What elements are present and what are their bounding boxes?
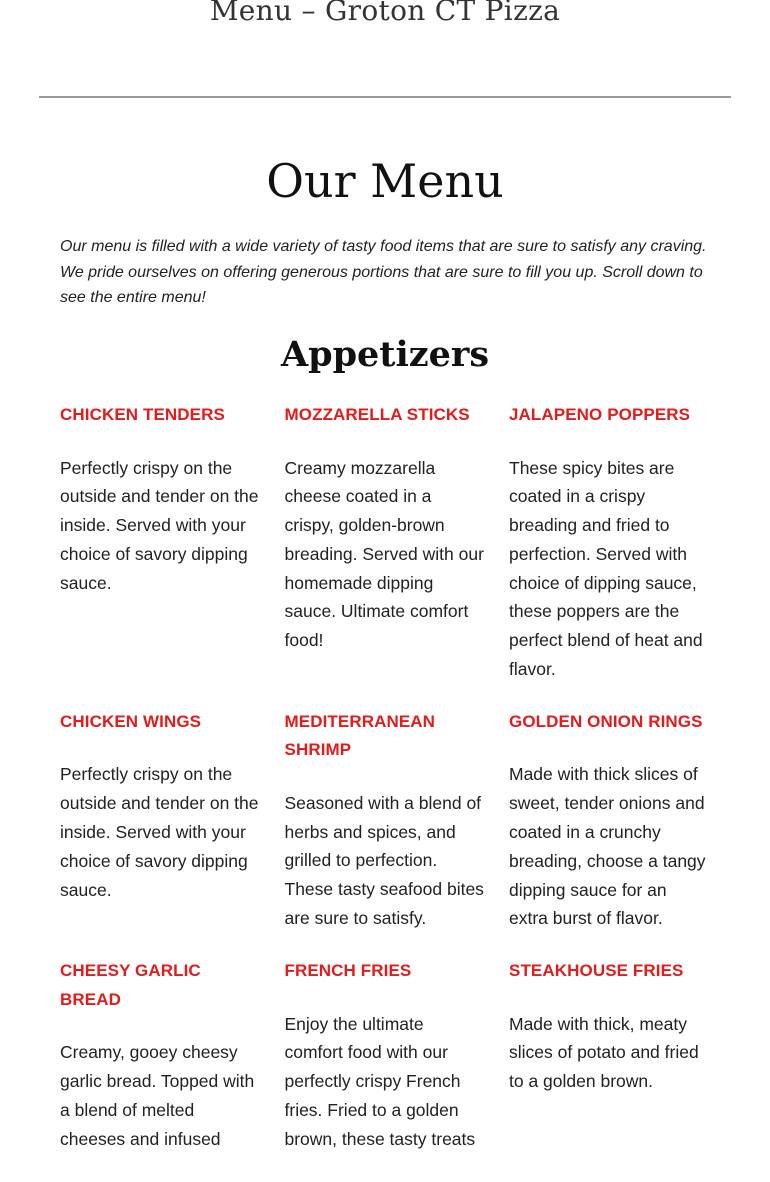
appetizers-grid bbox=[60, 401, 710, 1154]
menu-intro: Our menu is filled with a wide variety of tasty food items that are sure to satisfy any craving. We pride ourselves on offering generous portions that are sure to fill you up. Scroll down to see the entire menu! bbox=[60, 238, 707, 307]
menu-item-name: MEDITERRANEAN SHRIMP bbox=[284, 711, 436, 760]
menu-item bbox=[285, 957, 485, 1153]
menu-heading: Our Menu bbox=[266, 154, 504, 208]
menu-item-name: CHICKEN TENDERS bbox=[60, 405, 225, 424]
menu-item bbox=[60, 401, 260, 684]
menu-item-description: Made with thick, meaty slices of potato and fried to a golden brown. bbox=[509, 1013, 699, 1092]
menu-item-name: CHICKEN WINGS bbox=[60, 711, 202, 731]
menu-item-description: Perfectly crispy on the outside and tender on the inside. Served with your choice of savory dipping sauce. bbox=[60, 764, 259, 900]
menu-item bbox=[509, 957, 709, 1153]
menu-item bbox=[60, 708, 260, 933]
menu-item-name: STEAKHOUSE FRIES bbox=[509, 961, 684, 981]
section-heading-appetizers: Appetizers bbox=[280, 334, 490, 375]
menu-item-name: MOZZARELLA STICKS bbox=[284, 405, 470, 424]
menu-item-name: GOLDEN ONION RINGS bbox=[509, 711, 703, 731]
menu-item-name: FRENCH FRIES bbox=[284, 961, 412, 981]
menu-item-description: These spicy bites are coated in a crispy breading and fried to perfection. Served with choice of dipping sauce, these poppers are the perfect blend of heat and flavor. bbox=[509, 457, 703, 680]
title-divider bbox=[39, 96, 731, 98]
menu-item-description: Enjoy the ultimate comfort food with our perfectly crispy French fries. Fried to a golden brown, these tasty treats bbox=[284, 1013, 476, 1149]
menu-item-description: Creamy, gooey cheesy garlic bread. Topped with a blend of melted cheeses and infused bbox=[60, 1042, 255, 1149]
menu-item bbox=[285, 708, 485, 933]
menu-item-description: Seasoned with a blend of herbs and spices, and grilled to perfection. These tasty seafood bites are sure to satisfy. bbox=[284, 792, 484, 929]
menu-item bbox=[60, 957, 260, 1153]
menu-item-description: Made with thick slices of sweet, tender onions and coated in a crunchy breading, choose a tangy dipping sauce for an extra burst of flavor. bbox=[509, 764, 706, 929]
menu-item-name: CHEESY GARLIC BREAD bbox=[60, 961, 201, 1009]
menu-item bbox=[509, 708, 709, 933]
menu-item bbox=[509, 401, 709, 684]
menu-item bbox=[285, 401, 485, 684]
page-title: Menu – Groton CT Pizza bbox=[209, 0, 561, 27]
menu-item-name: JALAPENO POPPERS bbox=[509, 405, 691, 424]
menu-item-description: Perfectly crispy on the outside and tender on the inside. Served with your choice of savory dipping sauce. bbox=[60, 457, 259, 593]
menu-item-description: Creamy mozzarella cheese coated in a crispy, golden-brown breading. Served with our homemade dipping sauce. Ultimate comfort food! bbox=[284, 457, 484, 651]
